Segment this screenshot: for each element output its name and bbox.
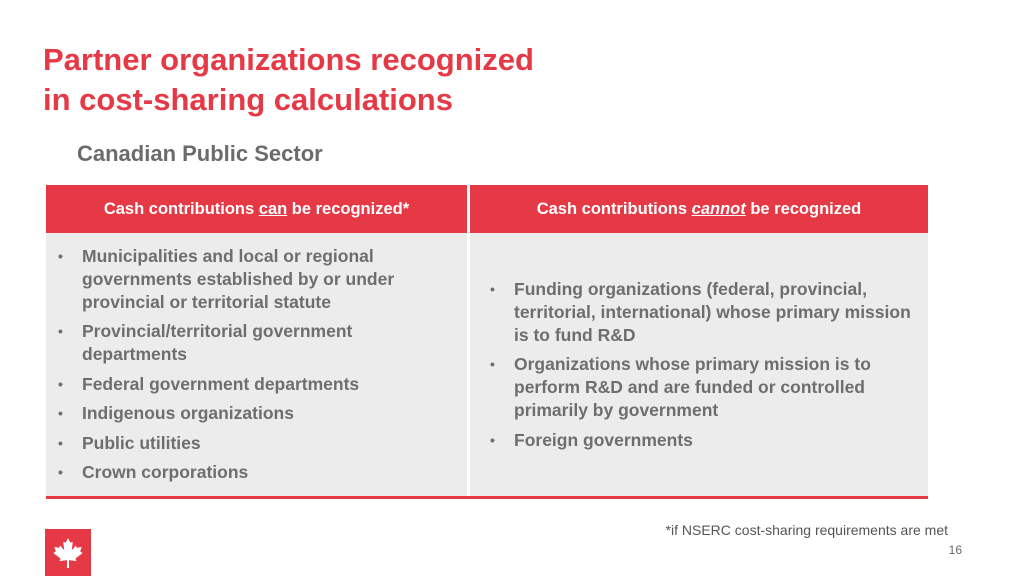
list-item: • Indigenous organizations bbox=[58, 402, 449, 425]
header-suffix: be recognized* bbox=[287, 199, 410, 218]
list-item: • Crown corporations bbox=[58, 461, 449, 484]
header-prefix: Cash contributions bbox=[103, 199, 259, 218]
list-cannot-be-recognized bbox=[490, 278, 914, 452]
list-item: • Organizations whose primary mission is to perform R&D and are funded or controlled primarily by government bbox=[490, 353, 914, 422]
header-emphasis: cannot bbox=[691, 199, 746, 218]
maple-leaf-icon-graphic bbox=[51, 536, 85, 570]
header-suffix: be recognized bbox=[745, 199, 862, 218]
list-item: • Foreign governments bbox=[490, 429, 914, 452]
list-item: • Federal government departments bbox=[58, 373, 449, 396]
column-body-can bbox=[46, 233, 467, 496]
section-subtitle: Canadian Public Sector bbox=[77, 141, 323, 166]
list-item: • Provincial/territorial government departments bbox=[58, 320, 449, 366]
title-line-1: Partner organizations recognized bbox=[43, 42, 534, 77]
list-can-be-recognized bbox=[58, 245, 449, 485]
comparison-table bbox=[46, 185, 928, 499]
maple-leaf-icon bbox=[45, 529, 91, 576]
column-header-can bbox=[46, 185, 467, 233]
title-line-2: in cost-sharing calculations bbox=[43, 82, 453, 117]
list-item: • Municipalities and local or regional governments established by or under provincial or territorial statute bbox=[58, 245, 449, 314]
column-body-cannot bbox=[470, 233, 928, 496]
footnote: *if NSERC cost-sharing requirements are met bbox=[665, 522, 948, 538]
column-header-cannot bbox=[470, 185, 928, 233]
column-can-be-recognized bbox=[46, 185, 467, 496]
page-number: 16 bbox=[948, 543, 962, 557]
header-prefix: Cash contributions bbox=[536, 199, 692, 218]
header-emphasis: can bbox=[258, 199, 288, 218]
list-item: • Funding organizations (federal, provincial, territorial, international) whose primary mission is to fund R&D bbox=[490, 278, 914, 347]
column-cannot-be-recognized bbox=[470, 185, 928, 496]
list-item: • Public utilities bbox=[58, 432, 449, 455]
page-title bbox=[43, 40, 534, 120]
